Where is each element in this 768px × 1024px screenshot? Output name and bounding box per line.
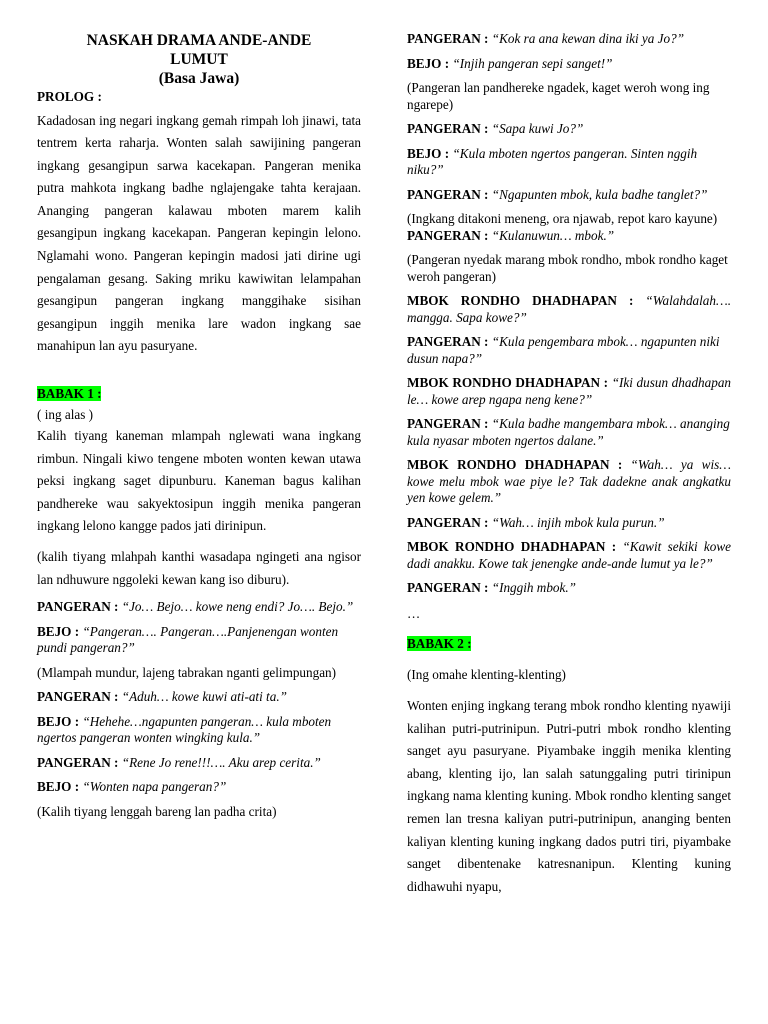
speaker-name: PANGERAN : [407,416,489,431]
speaker-name: BEJO : [37,713,80,729]
speaker-name: PANGERAN : [407,580,489,595]
stage-direction: (Pangeran lan pandhereke ngadek, kaget weroh wong ing ngarepe) [407,80,710,112]
speaker-name: PANGERAN : [407,121,489,136]
dialog-line [37,755,361,772]
babak-2-paragraph: Wonten enjing ingkang terang mbok rondho klenting nyawiji kalihan putri-putrinipun. Putri-putri mbok rondho klenting sanget ayu pasuryane. Piyambake inggih menika klenting abang, klenting ijo, lan salah satunggaling putri tirinipun ingkang nama klenting kuning. Mbok rondho klenting sanget remen lan tresna kaliyan putri-putrinipun, ananging benten kaliyan klenting kuning ingkang dados putri tiri, piyambake sanget dibentenake katresnanipun. Klenting kuning didhawuhi nyapu, [407,698,731,894]
dialog-text: “Kulanuwun… mbok.” [491,227,615,243]
speaker-name: MBOK RONDHO DHADHAPAN : [407,539,617,554]
dialog-line [407,56,731,73]
speaker-name: BEJO : [37,779,80,795]
dialog-line [37,599,361,616]
speaker-name: MBOK RONDHO DHADHAPAN : [407,293,634,308]
right-column [407,0,731,898]
title-line-2: LUMUT [170,51,228,68]
speaker-name: PANGERAN : [37,689,119,705]
speaker-name: PANGERAN : [407,334,489,349]
dialog-line [407,375,731,408]
dialog-text: “Wah… injih mbok kula purun.” [491,514,665,530]
speaker-name: PANGERAN : [37,754,119,770]
left-dialog-list [37,599,361,820]
dialog-line [407,334,731,367]
dialog-line [37,714,361,747]
speaker-name: BEJO : [407,55,450,71]
speaker-name: PANGERAN : [407,31,489,46]
stage-direction: (Mlampah mundur, lajeng tabrakan nganti gelimpungan) [37,664,337,680]
dialog-line [407,187,731,204]
babak-2-setting: (Ing omahe klenting-klenting) [407,666,566,682]
left-column [37,0,361,820]
speaker-name: PANGERAN : [407,227,489,243]
dialog-text: “Wonten napa pangeran?” [82,779,227,795]
dialog-line [407,146,731,179]
dialog-text: “Iki dusun dhadhapan le… kowe arep ngapa neng kene?” [407,375,732,407]
prolog-paragraph: Kadadosan ing negari ingkang gemah rimpah loh jinawi, tata tentrem kerta raharja. Wonten salah sawijining pangeran ingkang gesangipun sarwa kacekapan. Pangeran menika putra mahkota ingkang badhe nglajengake tahta kerajaan. Ananging pangeran kalawau mboten marem kalih gesangipun ingkang kacekapan. Pangeran kepingin lelono. Nglamahi wono. Pangeran kepingin madosi jati dirine ugi pengalaman gesang. Saking mriku kawiwitan lelampahan gesangipun pangeran ingkang manggihake sisihan gesangipun inggih menika lare wadon ingkang sae manahipun lan ayu pasuryane. [37,112,361,354]
title-line-1: NASKAH DRAMA ANDE-ANDE [86,32,312,49]
dialog-text: “Hehehe…ngapunten pangeran… kula mboten ngertos pangeran wonten wingking kula.” [37,713,332,746]
dialog-line [37,689,361,706]
dialog-text: “Kok ra ana kewan dina iki ya Jo?” [491,31,685,46]
dialog-line [407,293,731,326]
dialog-text: “Kula badhe mangembara mbok… ananging kula nyasar mboten ngertos dalane.” [407,416,730,448]
babak-1-heading: BABAK 1 : [37,386,102,402]
speaker-name: MBOK RONDHO DHADHAPAN : [407,457,623,472]
dialog-line [407,31,731,48]
dialog-line [37,624,361,657]
babak-1-paragraph-1: Kalih tiyang kaneman mlampah nglewati wana ingkang rimbun. Ningali kiwo tengene mboten wonten kewan utawa peksi ingkang saget dipunburu. Kaneman bagus kalihan pandhereke wau sakyektosipun inggih menika pangeran ingkang lelono kangge pados jati dirinipun. [37,428,361,534]
dialog-line [407,416,731,449]
dialog-text: “Wah… ya wis… kowe melu mbok wae piye le? Tak dadekne anak angkatku yen kowe gelem.” [407,457,731,505]
stage-direction: (Ingkang ditakoni meneng, ora njawab, repot karo kayune) [407,211,718,226]
dialog-line [407,580,731,597]
dialog-text: “Jo… Bejo… kowe neng endi? Jo…. Bejo.” [121,599,354,615]
dialog-line [37,779,361,796]
speaker-name: BEJO : [37,623,80,639]
speaker-name: PANGERAN : [407,186,489,202]
dialog-text: “Kawit sekiki kowe dadi anakku. Kowe tak jenengke ande-ande lumut ya le?” [407,539,732,571]
dialog-text: “Kula pengembara mbok… ngapunten niki dusun napa?” [407,334,720,366]
dialog-text: “Rene Jo rene!!!…. Aku arep cerita.” [121,754,321,770]
dialog-text: “Pangeran…. Pangeran….Panjenengan wonten pundi pangeran?” [37,623,339,656]
dialog-text: “Inggih mbok.” [491,580,576,595]
speaker-name: BEJO : [407,145,450,161]
stage-direction: (Kalih tiyang lenggah bareng lan padha crita) [37,803,277,819]
dialog-text: “Walahdalah…. mangga. Sapa kowe?” [407,293,732,325]
ellipsis: … [407,605,421,621]
dialog-line [407,515,731,532]
speaker-name: MBOK RONDHO DHADHAPAN : [407,375,609,390]
babak-1-setting: ( ing alas ) [37,406,94,422]
dialog-line [407,539,731,572]
dialog-line [407,457,731,507]
dialog-line [407,121,731,138]
stage-direction: (Pangeran nyedak marang mbok rondho, mbok rondho kaget weroh pangeran) [407,252,728,284]
babak-2-heading: BABAK 2 : [407,636,472,651]
babak-1-heading-line [37,386,361,403]
dialog-text: “Aduh… kowe kuwi ati-ati ta.” [121,689,287,705]
title-line-3: (Basa Jawa) [158,70,240,87]
dialog-text: “Ngapunten mbok, kula badhe tanglet?” [491,186,708,202]
dialog-text: “Kula mboten ngertos pangeran. Sinten nggih niku?” [407,145,698,177]
babak-2-heading-line [407,636,731,653]
prolog-heading: PROLOG : [37,89,102,104]
babak-1-paragraph-2: (kalih tiyang mlahpah kanthi wasadapa ngingeti ana ngisor lan ndhuwure nggoleki kewan kang iso diburu). [37,549,361,587]
dialog-line [407,228,731,245]
dialog-text: “Sapa kuwi Jo?” [491,121,584,136]
speaker-name: PANGERAN : [37,599,119,615]
speaker-name: PANGERAN : [407,514,489,530]
dialog-text: “Injih pangeran sepi sanget!” [452,55,613,71]
right-dialog-list [407,31,731,597]
